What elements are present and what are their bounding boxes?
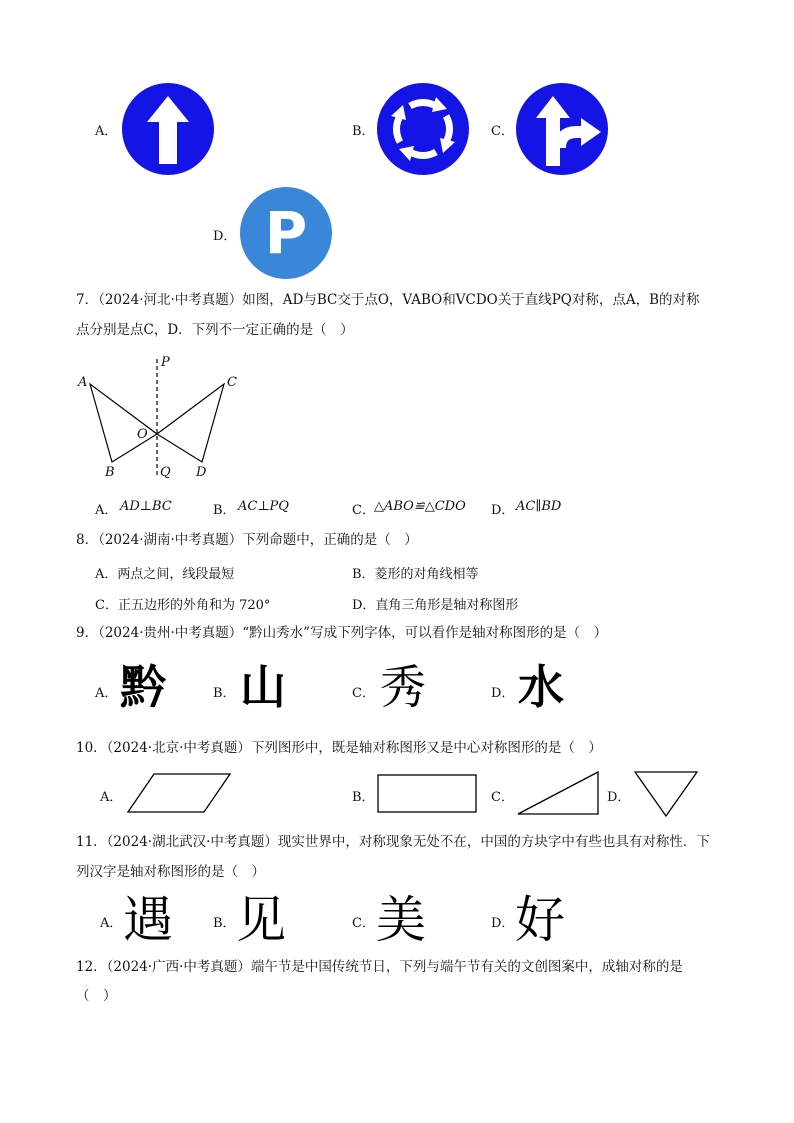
q7-option-d-label: D． <box>491 503 515 518</box>
q9-option-d-char: 水 <box>518 660 564 714</box>
q11-option-a-label: A． <box>100 916 123 931</box>
q12-stem-line2: （ ） <box>76 988 117 1004</box>
q11-stem-line2: 列汉字是轴对称图形的是（ ） <box>76 864 265 880</box>
q9-option-c-char: 秀 <box>380 660 426 714</box>
q7-symmetric-triangles-figure <box>72 355 242 485</box>
q6-option-b-label: B． <box>352 124 375 139</box>
q11-option-c-char: 美 <box>376 891 426 949</box>
q10-option-c-label: C． <box>491 790 514 805</box>
straight-arrow-sign-icon <box>121 82 215 176</box>
q7-option-a-text: AD⊥BC <box>120 499 172 514</box>
q7-stem-line2: 点分别是点C，D．下列不一定正确的是（ ） <box>76 322 354 338</box>
fig-label-a: A <box>78 375 88 390</box>
q9-option-b-label: B． <box>213 686 236 701</box>
fig-label-o: O <box>137 427 148 442</box>
rectangle-shape <box>377 774 478 814</box>
roundabout-sign-icon <box>376 82 470 176</box>
q9-option-a-label: A． <box>95 686 118 701</box>
q11-option-c-label: C． <box>352 916 375 931</box>
q8-option-b: B．菱形的对角线相等 <box>352 567 479 582</box>
q7-option-b-text: AC⊥PQ <box>238 499 289 514</box>
q11-option-b-label: B． <box>213 916 236 931</box>
q8-option-c: C．正五边形的外角和为 720° <box>95 598 271 613</box>
q9-option-a-char: 黔 <box>120 660 166 714</box>
straight-or-right-turn-sign-icon <box>515 82 609 176</box>
q11-option-b-char: 见 <box>236 891 286 949</box>
q10-option-d-label: D． <box>607 790 631 805</box>
q10-option-b-label: B． <box>352 790 375 805</box>
q11-option-d-label: D． <box>491 916 515 931</box>
q7-stem-line1: 7．（2024·河北·中考真题）如图，AD与BC交于点O，VABO和VCDO关于直线PQ对称，点A，B的对称 <box>76 292 700 308</box>
q8-option-d: D．直角三角形是轴对称图形 <box>352 598 519 613</box>
q8-option-a: A．两点之间，线段最短 <box>95 567 235 582</box>
q11-stem-line1: 11．（2024·湖北武汉·中考真题）现实世界中，对称现象无处不在，中国的方块字中有些也具有对称性．下 <box>76 834 710 850</box>
fig-label-b: B <box>105 465 115 480</box>
q11-option-a-char: 遇 <box>123 891 173 949</box>
inverted-triangle-shape <box>633 770 699 818</box>
fig-label-d: D <box>196 465 207 480</box>
fig-label-q: Q <box>160 465 171 480</box>
q6-option-d-label: D． <box>213 229 237 244</box>
q9-option-c-label: C． <box>352 686 375 701</box>
q7-option-a-label: A． <box>95 503 118 518</box>
parking-letter: P <box>264 199 308 267</box>
q6-option-a-label: A． <box>95 124 118 139</box>
q7-option-d-text: AC∥BD <box>516 499 562 514</box>
q9-stem: 9．（2024·贵州·中考真题）“黔山秀水”写成下列字体，可以看作是轴对称图形的是（ ） <box>76 625 608 641</box>
q10-stem: 10．（2024·北京·中考真题）下列图形中，既是轴对称图形又是中心对称图形的是（ ） <box>76 740 602 756</box>
q12-stem-line1: 12．（2024·广西·中考真题）端午节是中国传统节日，下列与端午节有关的文创图案中，成轴对称的是 <box>76 959 683 975</box>
right-triangle-shape <box>516 770 600 816</box>
q7-option-b-label: B． <box>213 503 236 518</box>
q7-option-c-text: △ABO≌△CDO <box>374 499 466 514</box>
parallelogram-shape <box>126 772 232 814</box>
q9-option-b-char: 山 <box>240 660 286 714</box>
q8-stem: 8．（2024·湖南·中考真题）下列命题中，正确的是（ ） <box>76 532 418 548</box>
q7-option-c-label: C． <box>352 503 375 518</box>
q11-option-d-char: 好 <box>515 891 565 949</box>
fig-label-p: P <box>161 355 170 370</box>
q10-option-a-label: A． <box>100 790 123 805</box>
q9-option-d-label: D． <box>491 686 515 701</box>
fig-label-c: C <box>227 375 237 390</box>
q6-option-c-label: C． <box>491 124 514 139</box>
